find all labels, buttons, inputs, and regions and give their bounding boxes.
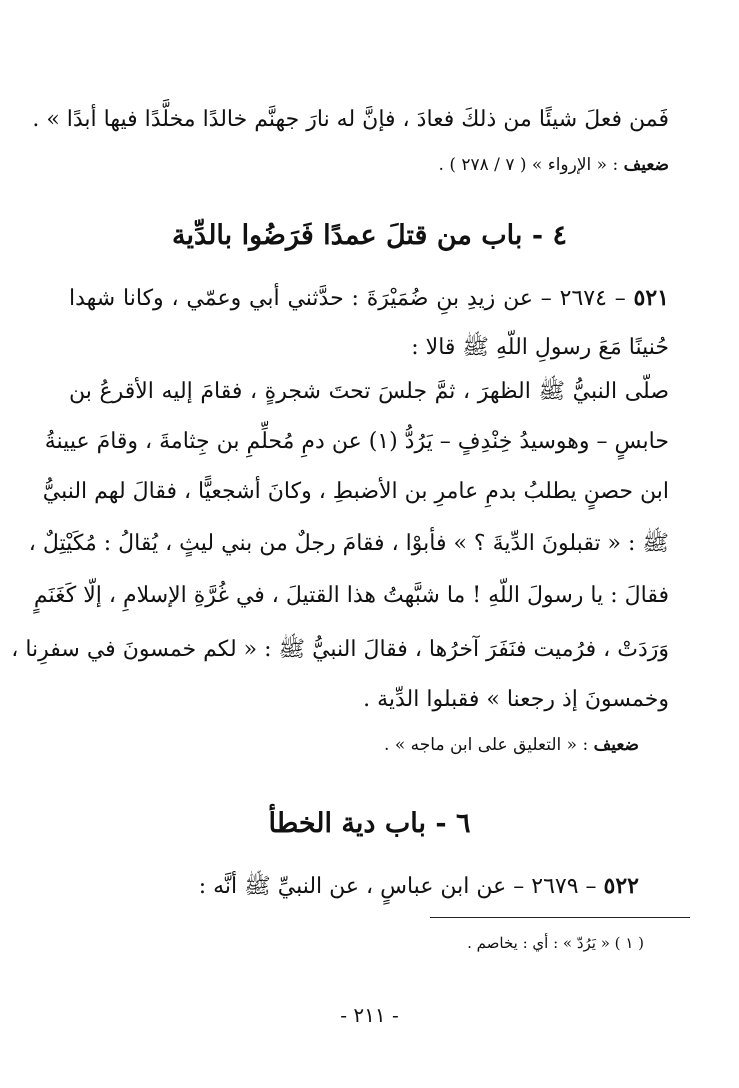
hadith-521-line-5: ابن حصنٍ يطلبُ بدمِ عامرِ بن الأضبطِ ، وكانَ أشجعيًّا ، فقالَ لهم النبيُّ (42, 479, 669, 504)
hadith-520-last-line: فَمن فعلَ شيئًا من ذلكَ فعادَ ، فإنَّ له نارَ جهنَّم خالدًا مخلَّدًا فيها أبدًا » . (32, 107, 669, 132)
hadith-522-line-1: ٥٢٢ – ٢٦٧٩ – عن ابن عباسٍ ، عن النبيِّ ﷺ أنَّه : (198, 873, 639, 899)
footnote-divider (430, 917, 690, 918)
hadith-521-line-4: حابسٍ – وهوسيدُ خِنْدِفٍ – يَرُدُّ (١) عن دمِ مُحلِّمِ بن جِثامةَ ، وقامَ عيينةُ (44, 429, 669, 454)
hadith-521-grade (39, 730, 639, 760)
hadith-521-line-8: وَرَدَتْ ، فرُميت فنَفَرَ آخرُها ، فقالَ النبيُّ ﷺ : « لكم خمسونَ في سفرِنا ، (11, 637, 669, 662)
hadith-522-number: ٥٢٢ (603, 873, 639, 899)
grade-source: : « التعليق على ابن ماجه » . (384, 735, 589, 755)
grade-source: : « الإرواء » ( ٧ / ٢٧٨ ) . (438, 155, 619, 175)
hadith-521-line-1: ٥٢١ – ٢٦٧٤ – عن زيدِ بنِ ضُمَيْرَةَ : حدَّثني أبي وعمّي ، وكانا شهدا (69, 285, 669, 311)
page-number: - ٢١١ - (340, 1003, 399, 1027)
chapter-4-title: ٤ - باب من قتلَ عمدًا فَرَضُوا بالدِّية (172, 220, 567, 251)
chapter-6-title: ٦ - باب دية الخطأ (268, 808, 471, 839)
hadith-521-line-6: ﷺ : « تقبلونَ الدِّيةَ ؟ » فأبوْا ، فقامَ رجلٌ من بني ليثٍ ، يُقالُ : مُكَيْتِلٌ ، (28, 531, 669, 556)
hadith-521-line-2: حُنينًا مَعَ رسولِ اللّهِ ﷺ قالا : (411, 335, 669, 360)
grade-label: ضعيف (593, 735, 639, 755)
hadith-521-line-3: صلّى النبيُّ ﷺ الظهرَ ، ثمَّ جلسَ تحتَ شجرةٍ ، فقامَ إليه الأقرعُ بن (69, 379, 669, 404)
hadith-521-line-9: وخمسونَ إذ رجعنا » فقبلوا الدِّية . (363, 687, 669, 712)
hadith-521-number: ٥٢١ (633, 285, 669, 311)
hadith-521-line-7: فقالَ : يا رسولَ اللّهِ ! ما شبَّهتُ هذا القتيلَ ، في غُرَّةِ الإسلامِ ، إلّا كَغَنَمٍ (33, 583, 669, 608)
hadith-520-grade (69, 150, 669, 180)
grade-label: ضعيف (623, 155, 669, 175)
footnote-1: ( ١ ) « يَرُدّ » : أي : يخاصم . (467, 934, 644, 952)
